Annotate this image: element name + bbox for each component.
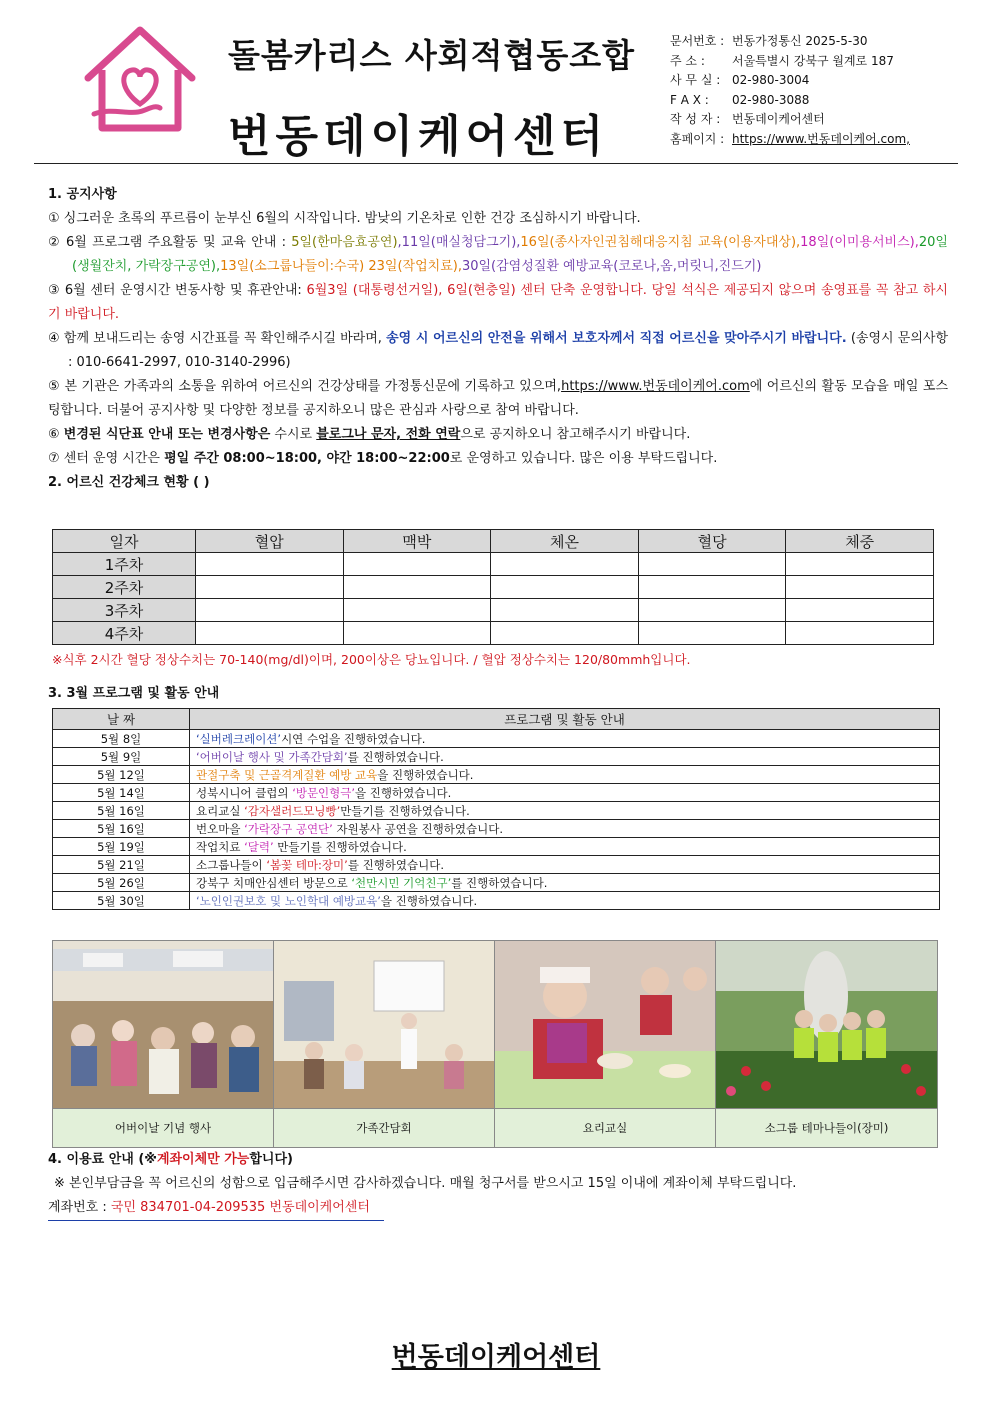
notice-5-lead: ⑤ 본 기관은 가족과의 소통을 위하여 어르신의 건강상태를 가정통신문에 기록하고 있으며,: [48, 379, 562, 394]
program-date: 5월 26일: [53, 874, 190, 892]
program-desc-highlight: ‘어버이날 행사 및 가족간담회’: [196, 749, 348, 764]
document-info: [670, 32, 910, 149]
program-date: 5월 21일: [53, 856, 190, 874]
health-cell[interactable]: [786, 599, 934, 622]
header-divider: [34, 163, 958, 164]
health-cell[interactable]: [638, 599, 786, 622]
col-temperature: 체온: [491, 530, 639, 553]
health-normal-range-note: ※식후 2시간 혈당 정상수치는 70-140(mg/dl)이며, 200이상은 당뇨입니다. / 혈압 정상수치는 120/80mmh입니다.: [52, 652, 691, 667]
notice-2-f: 13일(소그룹나들이:수국) 23일(작업치료),: [220, 259, 462, 274]
notice-6-lead: ⑥: [48, 427, 64, 442]
program-desc-pre: 작업치료: [196, 839, 245, 854]
health-cell[interactable]: [786, 576, 934, 599]
notice-section: [48, 183, 948, 495]
notice-2-g: 30일(감염성질환 예방교육(코로나,옴,머릿니,진드기): [461, 259, 762, 274]
health-cell[interactable]: [196, 576, 344, 599]
table-row: [53, 748, 940, 766]
activity-photo-strip: [52, 940, 938, 1148]
house-heart-logo: [80, 22, 200, 140]
notice-item-1: ① 싱그러운 초록의 푸르름이 눈부신 6월의 시작입니다. 밤낮의 기온차로 인한 건강 조심하시기 바랍니다.: [48, 211, 641, 226]
account-label: 계좌번호 :: [48, 1200, 111, 1215]
program-desc-highlight: ‘노인인권보호 및 노인학대 예방교육’: [196, 893, 381, 908]
health-cell[interactable]: [491, 599, 639, 622]
health-cell[interactable]: [343, 553, 491, 576]
health-header-row: [53, 530, 934, 553]
photo-parents-day: [53, 941, 273, 1108]
health-section-title: 2. 어르신 건강체크 현황 ( ): [48, 475, 210, 490]
fee-section: [48, 1148, 948, 1221]
fee-title-transfer-only: 계좌이체만 가능: [156, 1152, 250, 1167]
notice-title: 1. 공지사항: [48, 187, 117, 202]
program-desc-highlight: ‘감자샐러드모닝빵’: [244, 803, 341, 818]
info-value: 번동가정통신 2025-5-30: [732, 34, 868, 48]
table-row: [53, 856, 940, 874]
fee-title-lead: 4. 이용료 안내 (※: [48, 1152, 157, 1167]
col-program-date: 날 짜: [53, 709, 190, 730]
week-label: 2주차: [53, 576, 196, 599]
fee-description: ※ 본인부담금을 꼭 어르신의 성함으로 입금해주시면 감사하겠습니다. 매월 청구서를 받으시고 15일 이내에 계좌이체 부탁드립니다.: [54, 1176, 797, 1191]
notice-6-contact-methods: 블로그나 문자, 전화 연락: [316, 427, 461, 442]
notice-2-c: 16일(종사자인권침해대응지침 교육(이용자대상),: [520, 235, 801, 250]
table-row: [53, 892, 940, 910]
caption-family-meeting: 가족간담회: [274, 1108, 494, 1147]
photo-rose-outing-image: [716, 941, 937, 1108]
fee-title-tail: 합니다): [249, 1152, 293, 1167]
info-doc-number: [670, 32, 910, 52]
info-label: 사 무 실 :: [670, 73, 721, 87]
health-cell[interactable]: [196, 622, 344, 645]
caption-parents-day: 어버이날 기념 행사: [53, 1108, 273, 1147]
table-row: [53, 838, 940, 856]
info-label: F A X :: [670, 92, 709, 107]
program-desc-pre: 번오마을: [196, 821, 245, 836]
health-row-week1: [53, 553, 934, 576]
notice-item-7: [48, 447, 948, 471]
info-author: [670, 110, 910, 130]
organization-name: 돌봄카리스 사회적협동조합: [228, 36, 636, 75]
info-label: 홈페이지 :: [670, 131, 725, 146]
col-blood-pressure: 혈압: [196, 530, 344, 553]
health-cell[interactable]: [638, 553, 786, 576]
notice-4-safety: 송영 시 어르신의 안전을 위해서 보호자께서 직접 어르신을 맞아주시기 바랍니다.: [386, 331, 847, 346]
program-description: [190, 766, 940, 784]
photo-rose-outing: [716, 941, 937, 1108]
notice-6-bold: 변경된 식단표 안내 또는 변경사항은: [63, 427, 271, 442]
program-desc-highlight: ‘실버레크레이션’: [196, 731, 282, 746]
photo-cooking-class: [495, 941, 715, 1108]
program-description: [190, 838, 940, 856]
notice-item-4: [48, 327, 948, 375]
table-row: [53, 802, 940, 820]
photo-family-meeting-image: [274, 941, 494, 1108]
table-row: [53, 784, 940, 802]
info-address: [670, 52, 910, 72]
notice-3-lead: ③ 6월 센터 운영시간 변동사항 및 휴관안내:: [48, 283, 307, 298]
program-description: [190, 748, 940, 766]
program-description: [190, 820, 940, 838]
table-row: [53, 730, 940, 748]
program-description: [190, 730, 940, 748]
notice-item-2: [48, 231, 948, 279]
info-fax: [670, 91, 910, 111]
week-label: 4주차: [53, 622, 196, 645]
program-desc-highlight: ‘봄꽃 테마:장미’: [266, 857, 348, 872]
health-cell[interactable]: [343, 576, 491, 599]
notice-2-e: 20일(생월잔치, 가락장구공연),: [72, 235, 948, 274]
health-cell[interactable]: [491, 553, 639, 576]
notice-5-tail: 에 어르신의 활동 모습을 매일 포스팅합니다. 더불어 공지사항 및 다양한 정보를 공지하오니 많은 관심과 사랑으로 참여 바랍니다.: [48, 379, 948, 418]
notice-2-lead: ② 6월 프로그램 주요활동 및 교육 안내 :: [48, 235, 292, 250]
footer: [0, 1335, 992, 1374]
program-date: 5월 9일: [53, 748, 190, 766]
table-row: [53, 766, 940, 784]
program-date: 5월 16일: [53, 820, 190, 838]
program-section-title: 3. 3월 프로그램 및 활동 안내: [48, 686, 220, 701]
notice-7-lead: ⑦ 센터 운영 시간은: [48, 451, 165, 466]
program-description: [190, 784, 940, 802]
homepage-link[interactable]: https://www.번동데이케어.com,: [732, 131, 910, 146]
health-cell[interactable]: [638, 622, 786, 645]
notice-item-6: [48, 423, 948, 447]
program-desc-highlight: ‘달력’: [244, 839, 274, 854]
photo-parents-day-image: [53, 941, 273, 1108]
week-label: 3주차: [53, 599, 196, 622]
notice-3-closure: 6월3일 (대통령선거일), 6일(현충일) 센터 단축 운영합니다. 당일 석식은 제공되지 않으며 송영표를 꼭 참고 하시기 바랍니다.: [48, 283, 948, 322]
health-cell[interactable]: [638, 576, 786, 599]
info-value: 02-980-3004: [732, 73, 810, 87]
health-cell[interactable]: [491, 622, 639, 645]
program-desc-post: 만들기를 진행하였습니다.: [340, 803, 470, 818]
notice-item-5: [48, 375, 948, 423]
col-pulse: 맥박: [343, 530, 491, 553]
notice-6-mid: 수시로: [270, 427, 317, 442]
program-desc-post: 을 진행하였습니다.: [377, 767, 474, 782]
program-desc-post: 시연 수업을 진행하였습니다.: [281, 731, 426, 746]
program-desc-pre: 소그룹나들이: [196, 857, 267, 872]
account-info: [48, 1196, 384, 1221]
table-row: [53, 874, 940, 892]
info-label: 문서번호 :: [670, 34, 725, 48]
program-desc-post: 을 진행하였습니다.: [355, 785, 452, 800]
program-date: 5월 16일: [53, 802, 190, 820]
notice-item-3: [48, 279, 948, 327]
photo-family-meeting: [274, 941, 494, 1108]
program-desc-post: 만들기를 진행하였습니다.: [273, 839, 407, 854]
health-cell[interactable]: [196, 599, 344, 622]
program-date: 5월 8일: [53, 730, 190, 748]
program-desc-highlight: ‘방문인형극’: [292, 785, 356, 800]
info-label: 작 성 자 :: [670, 112, 721, 126]
notice-7-tail: 로 운영하고 있습니다. 많은 이용 부탁드립니다.: [449, 451, 718, 466]
col-blood-sugar: 혈당: [638, 530, 786, 553]
info-value: 번동데이케어센터: [732, 112, 825, 126]
program-description: [190, 874, 940, 892]
notice-7-hours: 평일 주간 08:00~18:00, 야간 18:00~22:00: [164, 451, 450, 466]
col-weight: 체중: [786, 530, 934, 553]
health-cell[interactable]: [786, 622, 934, 645]
col-date: 일자: [53, 530, 196, 553]
account-number: 국민 834701-04-209535 번동데이케어센터: [110, 1200, 370, 1215]
table-row: [53, 820, 940, 838]
health-row-week4: [53, 622, 934, 645]
health-cell[interactable]: [343, 599, 491, 622]
program-date: 5월 30일: [53, 892, 190, 910]
info-homepage: [670, 130, 910, 150]
health-row-week3: [53, 599, 934, 622]
program-desc-highlight: ‘가락장구 공연단’: [244, 821, 333, 836]
fee-title: [48, 1148, 948, 1172]
info-value: 02-980-3088: [732, 92, 810, 107]
program-desc-pre: 강북구 치매안심센터 방문으로: [196, 875, 352, 890]
health-cell[interactable]: [343, 622, 491, 645]
notice-4-lead: ④ 함께 보내드리는 송영 시간표를 꼭 확인해주시길 바라며,: [48, 331, 387, 346]
program-desc-post: 를 진행하였습니다.: [451, 875, 548, 890]
program-date: 5월 14일: [53, 784, 190, 802]
caption-cooking-class: 요리교실: [495, 1108, 715, 1147]
center-title: 번동데이케어센터: [228, 111, 609, 162]
footer-center-name: 번동데이케어센터: [391, 1342, 601, 1373]
program-desc-post: 을 진행하였습니다.: [380, 893, 478, 908]
notice-2-a: 5일(한마음효공연): [291, 235, 398, 250]
col-program-desc: 프로그램 및 활동 안내: [190, 709, 940, 730]
health-cell[interactable]: [786, 553, 934, 576]
program-date: 5월 19일: [53, 838, 190, 856]
program-desc-post: 를 진행하였습니다.: [347, 857, 444, 872]
program-desc-highlight: ‘천만시민 기억친구’: [351, 875, 452, 890]
health-row-week2: [53, 576, 934, 599]
program-desc-highlight: 관절구축 및 근골격계질환 예방 교육: [196, 767, 378, 782]
program-date: 5월 12일: [53, 766, 190, 784]
notice-6-tail: 으로 공지하오니 참고해주시기 바랍니다.: [460, 427, 691, 442]
program-description: [190, 892, 940, 910]
info-label: 주 소 :: [670, 53, 705, 68]
caption-rose-outing: 소그룹 테마나들이(장미): [716, 1108, 937, 1147]
website-link[interactable]: https://www.번동데이케어.com: [561, 379, 750, 394]
notice-2-d: 18일(이미용서비스),: [800, 235, 919, 250]
notice-4-contact: (송영시 문의사항 : 010-6641-2997, 010-3140-2996): [68, 331, 948, 370]
program-table: [52, 708, 940, 910]
health-cell[interactable]: [491, 576, 639, 599]
program-description: [190, 856, 940, 874]
program-header-row: [53, 709, 940, 730]
program-desc-pre: 성북시니어 클럽의: [196, 785, 293, 800]
health-cell[interactable]: [196, 553, 344, 576]
photo-cooking-class-image: [495, 941, 715, 1108]
week-label: 1주차: [53, 553, 196, 576]
program-desc-post: 를 진행하였습니다.: [347, 749, 444, 764]
notice-2-b: ,11일(매실청담그기),: [397, 235, 521, 250]
info-office-phone: [670, 71, 910, 91]
info-value: 서울특별시 강북구 월계로 187: [732, 53, 894, 68]
program-desc-pre: 요리교실: [196, 803, 245, 818]
program-rows: [53, 730, 940, 910]
health-check-table: [52, 529, 934, 645]
program-desc-post: 자원봉사 공연을 진행하였습니다.: [332, 821, 503, 836]
program-description: [190, 802, 940, 820]
